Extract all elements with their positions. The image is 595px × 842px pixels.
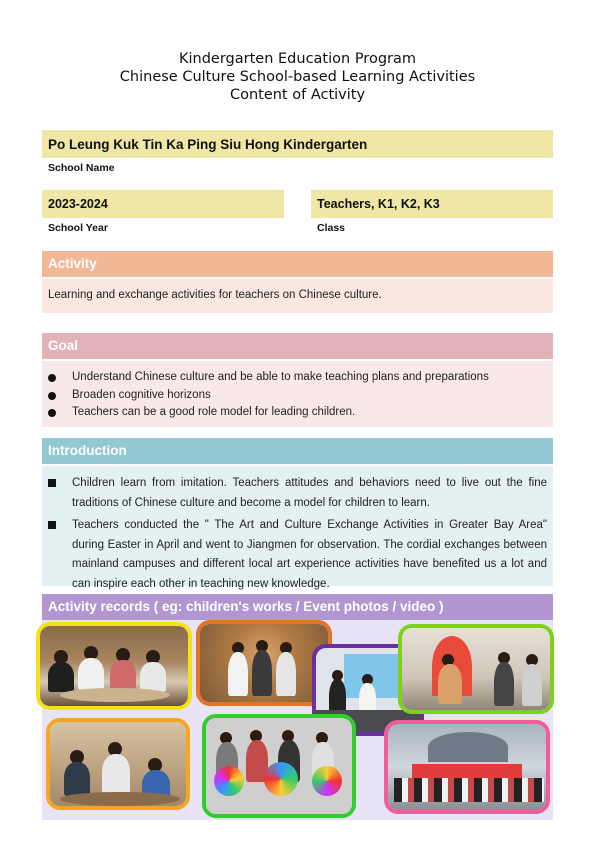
activity-heading: Activity (42, 251, 553, 277)
bullet-dot-icon (48, 409, 56, 417)
introduction-body (42, 466, 553, 590)
title-line-2: Chinese Culture School-based Learning Activities (119, 69, 476, 85)
activity-photo-group-banner (384, 720, 550, 814)
goal-body (42, 361, 553, 427)
title-line-1: Kindergarten Education Program (179, 51, 416, 67)
bullet-square-icon (48, 521, 56, 529)
school-name-label: School Name (48, 162, 115, 174)
bullet-dot-icon (48, 392, 56, 400)
class-field (311, 190, 553, 218)
bullet-dot-icon (48, 374, 56, 382)
school-year-value: 2023-2024 (48, 197, 108, 211)
records-heading: Activity records ( eg: children's works / Event photos / video ) (42, 594, 553, 620)
activity-photo-artworks (202, 714, 356, 818)
goal-item: Understand Chinese culture and be able to make teaching plans and preparations (42, 369, 553, 387)
records-photo-area (42, 620, 553, 820)
goal-list (42, 361, 553, 422)
title-line-3: Content of Activity (229, 87, 366, 103)
document-title (0, 50, 595, 104)
introduction-heading: Introduction (42, 438, 553, 464)
goal-item: Teachers can be a good role model for leading children. (42, 404, 553, 422)
school-year-label: School Year (48, 222, 108, 234)
class-value: Teachers, K1, K2, K3 (317, 197, 440, 211)
school-name-value: Po Leung Kuk Tin Ka Ping Siu Hong Kindergarten (48, 137, 368, 152)
school-name-field (42, 130, 553, 158)
activity-body (42, 279, 553, 313)
activity-photo-children-crafting (46, 718, 190, 810)
introduction-item: Teachers conducted the " The Art and Culture Exchange Activities in Greater Bay Area" during Easter in April and went to Jiangmen for observation. The cordial exchanges between mainland campuses and different local art experience activities have benefited us a lot and can inspire each other in teaching new knowledge. (42, 516, 547, 594)
activity-text: Learning and exchange activities for teachers on Chinese culture. (48, 289, 382, 301)
class-label: Class (317, 222, 346, 234)
activity-photo-teachers-table (36, 622, 192, 710)
introduction-item: Children learn from imitation. Teachers attitudes and behaviors need to live out the fine traditions of Chinese culture and become a model for children to learn. (42, 474, 547, 513)
bullet-square-icon (48, 479, 56, 487)
goal-item: Broaden cognitive horizons (42, 387, 553, 405)
school-year-field (42, 190, 284, 218)
introduction-list (42, 466, 553, 594)
activity-photo-corridor (398, 624, 554, 714)
goal-heading: Goal (42, 333, 553, 359)
